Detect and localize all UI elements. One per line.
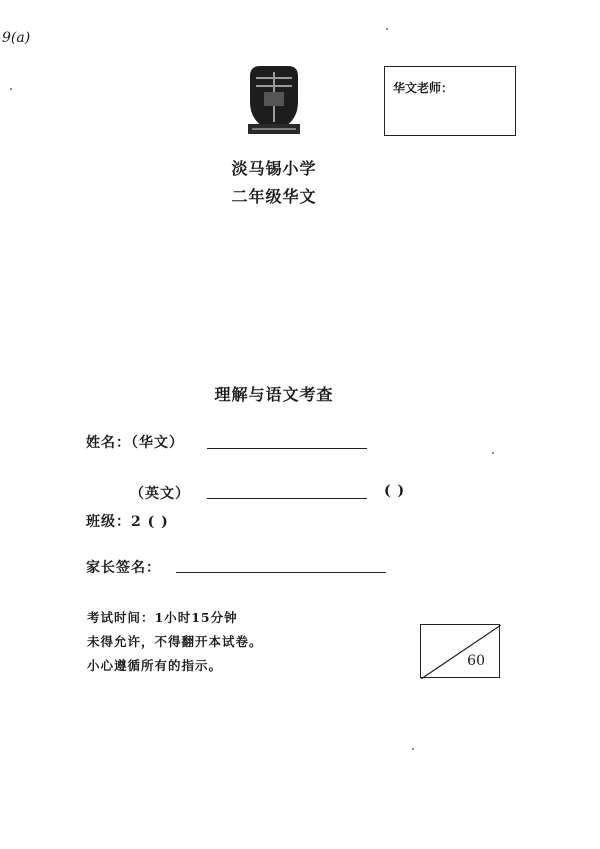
scan-speck (386, 28, 388, 30)
score-box (420, 624, 500, 678)
parent-signature-line[interactable] (176, 572, 386, 573)
paper-title: 理解与语文考查 (214, 385, 334, 404)
score-diagonal (421, 625, 501, 679)
grade-subject: 二年级华文 (231, 187, 317, 206)
scan-speck (412, 748, 414, 750)
index-number-parentheses[interactable]: ( ) (384, 483, 406, 499)
page-number-note: 9(a) (2, 30, 31, 46)
name-english-line[interactable] (207, 498, 367, 499)
chinese-teacher-box (384, 66, 516, 136)
school-crest-logo (244, 62, 304, 138)
instruction-duration: 考试时间：1小时15分钟 (87, 610, 238, 625)
score-total: 60 (467, 653, 485, 669)
class-label[interactable]: 班级：2 ( ) (86, 514, 169, 530)
instruction-do-not-open: 未得允许，不得翻开本试卷。 (87, 634, 263, 649)
name-chinese-line[interactable] (207, 448, 367, 449)
name-chinese-label: 姓名：（华文） (86, 435, 184, 451)
scan-speck (492, 452, 494, 454)
instruction-follow: 小心遵循所有的指示。 (87, 658, 223, 673)
school-name: 淡马锡小学 (231, 159, 317, 178)
name-english-label: （英文） (130, 486, 190, 502)
parent-signature-label: 家长签名： (86, 560, 161, 576)
scan-speck (10, 88, 12, 90)
chinese-teacher-label: 华文老师： (393, 81, 454, 95)
